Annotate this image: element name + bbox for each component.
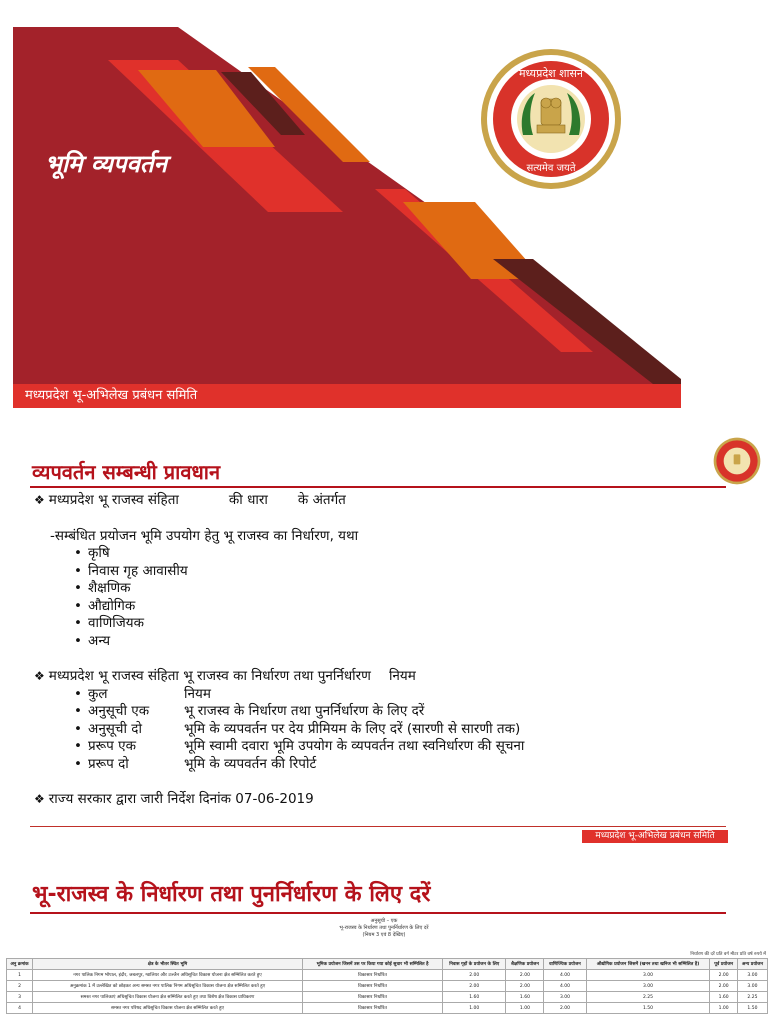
table-row: 4 समस्त नगर परिषद अधिसूचित विकास योजना क्षेत्र सम्मिलित करते हुए विकासार निर्धारित 1.00 1.00 2.00 1.50 1.00 1.50 <box>7 1003 768 1014</box>
diamond-bullet-icon: ❖ <box>34 493 45 507</box>
slide-footer-banner: मध्यप्रदेश भू-अभिलेख प्रबंधन समिति <box>13 384 681 408</box>
title-underline <box>30 912 726 914</box>
list-item: • शैक्षणिक <box>74 580 524 598</box>
table-row: 2 अनुक्रमांक 1 में उल्लेखित को छोड़कर अन्य समस्त नगर पालिक निगम अधिसूचित विकास योजना क्षेत्र सम्मिलित करते हुए विकासार निर्धारित 2.00 2.00 4.00 3.00 2.00 3.00 <box>7 981 768 992</box>
list-item: • अन्य <box>74 633 524 651</box>
seal-text-top: मध्यप्रदेश शासन <box>518 67 584 80</box>
seal-text-bottom: सत्यमेव जयते <box>526 163 576 174</box>
land-use-list <box>74 545 524 650</box>
table-header-row: अनु क्रमांक क्षेत्र के भीतर स्थित भूमि भूमिक प्रयोजन जिसमें उस पर किया गया कोई सुधार भी सम्मिलित है निवास गृहों के प्रयोजन के लिए शैक्षणिक प्रयोजन वाणिज्यिक प्रयोजन औद्योगिक प्रयोजन जिसमें (खनन तथा खनिज भी सम्मिलित है) पूर्व प्रयोजन अन्य प्रयोजन <box>7 959 768 970</box>
slide-title: भूमि व्यपवर्तन <box>45 150 167 178</box>
slide-footer-banner: मध्यप्रदेश भू-अभिलेख प्रबंधन समिति <box>582 830 728 843</box>
list-item: • कुल नियम <box>74 686 524 704</box>
footer-divider <box>30 826 726 827</box>
rate-unit-note: निर्धारण की दरें प्रति वर्ग मीटर प्रति वर्ष रुपये में <box>690 952 766 957</box>
list-item: • कृषि <box>74 545 524 563</box>
diamond-bullet-icon: ❖ <box>34 669 45 683</box>
mp-government-seal-small-icon <box>713 437 761 485</box>
schedule-header: अनुसूची – एक भू-राजस्व के निर्धारण तथा पुनर्निर्धारण के लिए दरें (नियम 3 एवं 8 देखिए) <box>339 918 429 938</box>
rules-list <box>74 686 524 774</box>
mp-government-seal-icon <box>479 47 623 191</box>
list-item: • वाणिजियक <box>74 615 524 633</box>
list-item: • प्ररूप दो भूमि के व्यपवर्तन की रिपोर्ट <box>74 756 524 774</box>
diamond-bullet-icon: ❖ <box>34 792 45 806</box>
government-directive: ❖ राज्य सरकार द्वारा जारी निर्देश दिनांक 07-06-2019 <box>34 791 314 807</box>
table-row: 1 नगर पालिक निगम भोपाल, इंदौर, जबलपुर, ग्वालियर और उज्जैन अधिसूचित विकास योजना क्षेत्र सम्मिलित करते हुए विकासार निर्धारित 2.00 2.00 4.00 3.00 2.00 3.00 <box>7 970 768 981</box>
provision-code-section: ❖ मध्यप्रदेश भू राजस्व संहिता की धारा के अंतर्गत <box>34 492 346 508</box>
land-use-intro: -सम्बंधित प्रयोजन भूमि उपयोग हेतु भू राजस्व का निर्धारण, यथा <box>50 527 359 544</box>
provision-rules-section: ❖ मध्यप्रदेश भू राजस्व संहिता भू राजस्व का निर्धारण तथा पुनर्निर्धारण नियम <box>34 668 416 684</box>
provisions-title: व्यपवर्तन सम्बन्धी प्रावधान <box>32 460 221 484</box>
title-underline <box>30 486 726 488</box>
list-item: • निवास गृह आवासीय <box>74 563 524 581</box>
list-item: • अनुसूची दो भूमि के व्यपवर्तन पर देय प्रीमियम के लिए दरें (सारणी से सारणी तक) <box>74 721 524 739</box>
list-item: • औद्योगिक <box>74 598 524 616</box>
rates-table <box>6 958 768 1014</box>
table-row: 3 समस्त नगर पालिकाएं अधिसूचित विकास योजना क्षेत्र सम्मिलित करते हुए तथा विशेष क्षेत्र विकास प्राधिकरण विकासार निर्धारित 1.60 1.60 3.00 2.25 1.60 2.25 <box>7 992 768 1003</box>
provisions-content <box>34 492 524 809</box>
list-item: • प्ररूप एक भूमि स्वामी दवारा भूमि उपयोग के व्यपवर्तन तथा स्वनिर्धारण की सूचना <box>74 738 524 756</box>
rates-title: भू-राजस्व के निर्धारण तथा पुनर्निर्धारण के लिए दरें <box>32 882 431 907</box>
list-item: • अनुसूची एक भू राजस्व के निर्धारण तथा पुनर्निर्धारण के लिए दरें <box>74 703 524 721</box>
